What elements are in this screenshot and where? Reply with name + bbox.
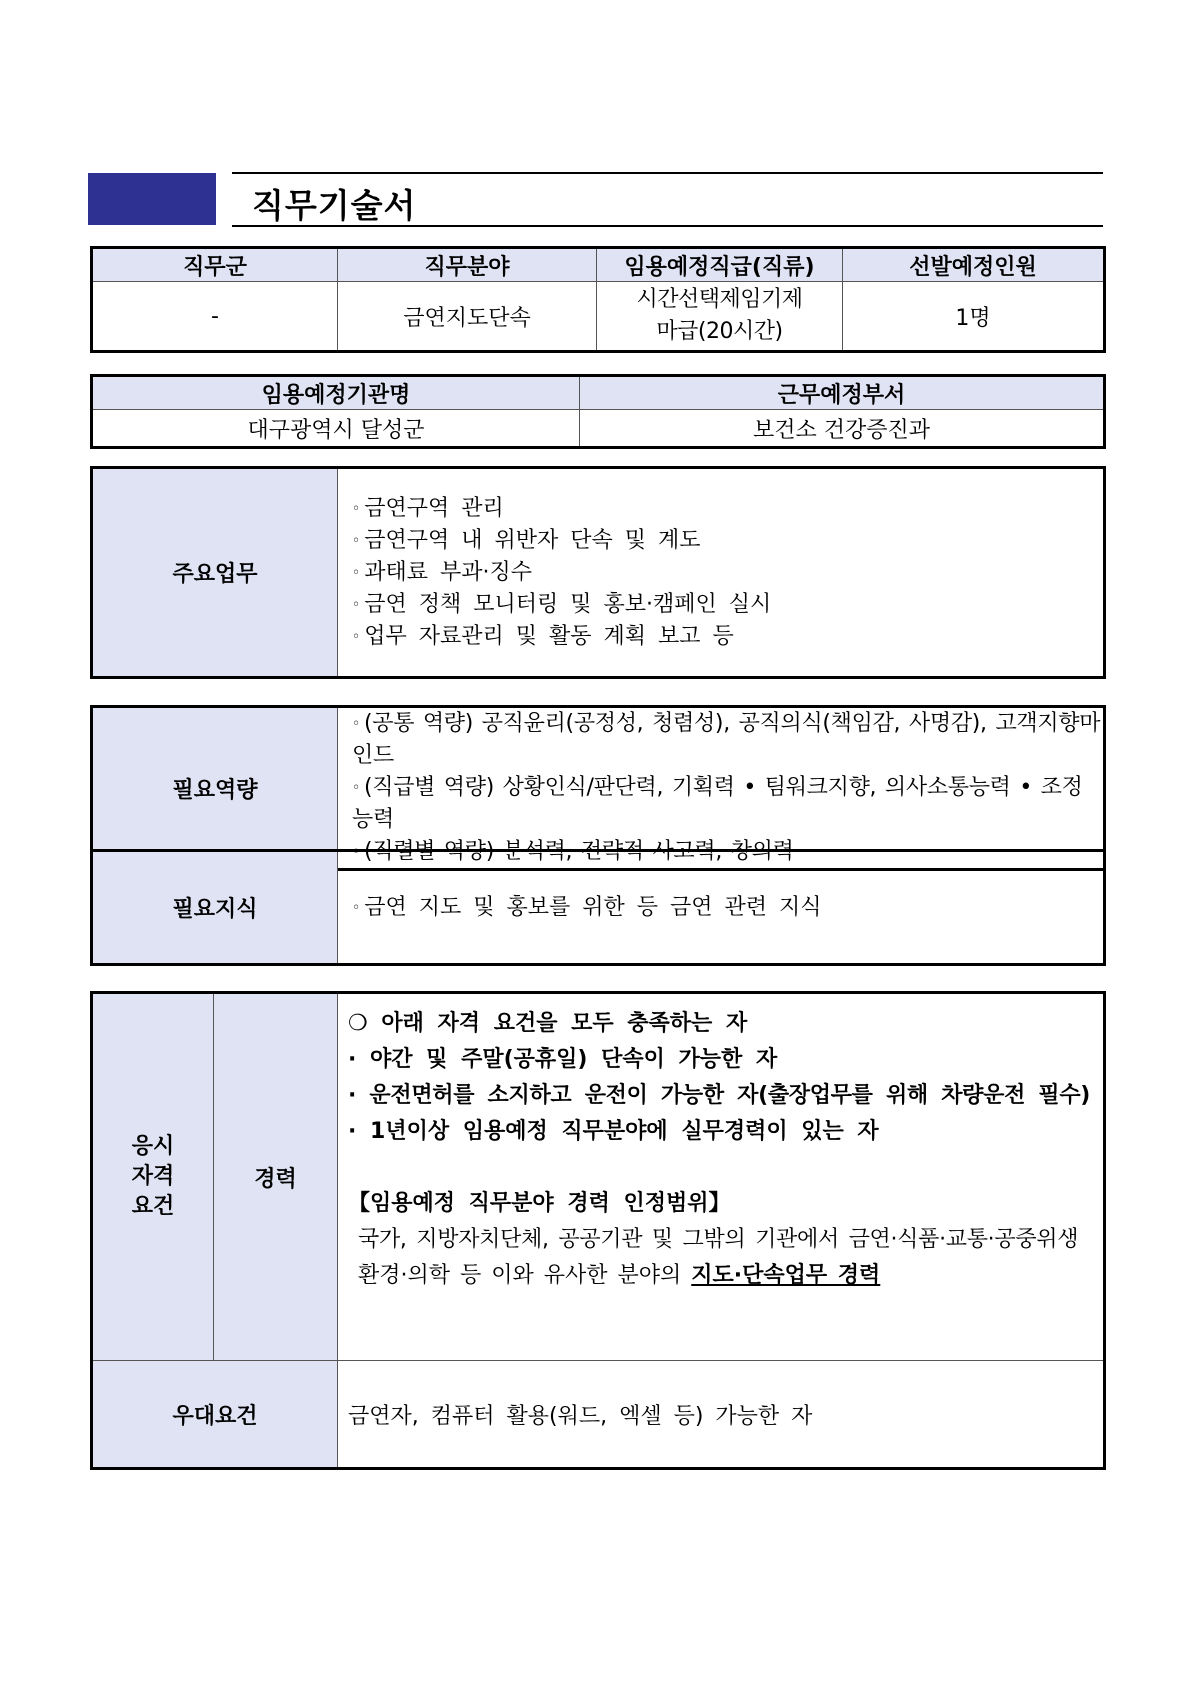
bullet-icon: ◦ bbox=[352, 564, 361, 581]
header-job-group: 직무군 bbox=[92, 248, 338, 282]
headcount-value: 1명 bbox=[843, 282, 1105, 352]
bullet-icon: ◦ bbox=[352, 900, 361, 916]
scope-line-1: 국가, 지방자치단체, 공공기관 및 그밖의 기관에서 금연·식품·교통·공중위생 bbox=[358, 1227, 1079, 1252]
bullet-icon: ◦ bbox=[352, 596, 361, 613]
header-department: 근무예정부서 bbox=[580, 376, 1105, 410]
list-item: ◦ (직렬별 역량) 분석력, 전략적 사고력, 창의력 bbox=[352, 839, 794, 864]
scope-line-2: 환경·의학 등 이와 유사한 분야의 지도·단속업무 경력 bbox=[358, 1263, 881, 1288]
page-title: 직무기술서 bbox=[252, 186, 417, 225]
preference-content: 금연자, 컴퓨터 활용(워드, 엑셀 등) 가능한 자 bbox=[338, 1361, 1105, 1469]
bullet-icon: ◦ bbox=[352, 532, 361, 549]
job-group-value: - bbox=[92, 282, 338, 352]
title-accent-block bbox=[88, 173, 216, 225]
main-duties-table bbox=[90, 466, 1106, 679]
bullet-icon: ◦ bbox=[352, 844, 360, 860]
header-grade: 임용예정직급(직류) bbox=[597, 248, 843, 282]
knowledge-list bbox=[352, 892, 1103, 924]
list-item: ◦ 금연 지도 및 홍보를 위한 등 금연 관련 지식 bbox=[352, 895, 822, 920]
list-item: ◦ 금연구역 관리 bbox=[352, 495, 504, 521]
competency-content bbox=[338, 707, 1105, 870]
condition-item: · 1년이상 임용예정 직무분야에 실무경력이 있는 자 bbox=[348, 1119, 879, 1144]
list-item: ◦ 금연 정책 모니터링 및 홍보·캠페인 실시 bbox=[352, 591, 772, 617]
header-job-field: 직무분야 bbox=[338, 248, 597, 282]
grade-line-1: 시간선택제임기제 bbox=[636, 287, 803, 312]
organization-table bbox=[90, 374, 1106, 449]
qualification-table bbox=[90, 991, 1106, 1470]
scope-emphasis: 지도·단속업무 경력 bbox=[691, 1263, 881, 1288]
organization-value: 대구광역시 달성군 bbox=[92, 410, 580, 448]
qualification-label: 응시 자격 요건 bbox=[92, 993, 214, 1361]
job-field-value: 금연지도단속 bbox=[338, 282, 597, 352]
competency-table bbox=[90, 705, 1106, 871]
list-item: ◦ 업무 자료관리 및 활동 계획 보고 등 bbox=[352, 623, 734, 649]
condition-item: · 운전면허를 소지하고 운전이 가능한 자(출장업무를 위해 차량운전 필수) bbox=[348, 1083, 1091, 1108]
scope-title: 【임용예정 직무분야 경력 인정범위】 bbox=[348, 1191, 731, 1216]
qualification-lead: ❍ 아래 자격 요건을 모두 충족하는 자 bbox=[348, 1011, 748, 1036]
knowledge-label: 필요지식 bbox=[92, 851, 338, 965]
bullet-icon: ◦ bbox=[352, 716, 360, 732]
bullet-icon: ◦ bbox=[352, 500, 361, 517]
grade-value bbox=[597, 282, 843, 352]
list-item: ◦ 과태료 부과·징수 bbox=[352, 559, 533, 585]
main-duties-list bbox=[352, 493, 1103, 653]
experience-label: 경력 bbox=[214, 993, 338, 1361]
title-rule-top bbox=[232, 172, 1103, 174]
spacer bbox=[348, 1150, 1103, 1186]
header-headcount: 선발예정인원 bbox=[843, 248, 1105, 282]
bullet-icon: ◦ bbox=[352, 628, 361, 645]
knowledge-content bbox=[338, 851, 1105, 965]
preference-label: 우대요건 bbox=[92, 1361, 338, 1469]
competency-list bbox=[352, 708, 1103, 868]
competency-label: 필요역량 bbox=[92, 707, 338, 870]
job-info-table bbox=[90, 246, 1106, 353]
list-item: ◦ 금연구역 내 위반자 단속 및 계도 bbox=[352, 527, 701, 553]
condition-item: · 야간 및 주말(공휴일) 단속이 가능한 자 bbox=[348, 1047, 778, 1072]
grade-line-2: 마급(20시간) bbox=[656, 319, 783, 344]
knowledge-table bbox=[90, 849, 1106, 966]
department-value: 보건소 건강증진과 bbox=[580, 410, 1105, 448]
list-item: ◦ (공통 역량) 공직윤리(공정성, 청렴성), 공직의식(책임감, 사명감), 고객지향마인드 bbox=[352, 711, 1101, 768]
qualification-content bbox=[338, 993, 1105, 1361]
main-duties-content bbox=[338, 468, 1105, 678]
list-item: ◦ (직급별 역량) 상황인식/판단력, 기획력 • 팀워크지향, 의사소통능력 • 조정능력 bbox=[352, 775, 1083, 832]
main-duties-label: 주요업무 bbox=[92, 468, 338, 678]
header-organization: 임용예정기관명 bbox=[92, 376, 580, 410]
bullet-icon: ◦ bbox=[352, 780, 360, 796]
